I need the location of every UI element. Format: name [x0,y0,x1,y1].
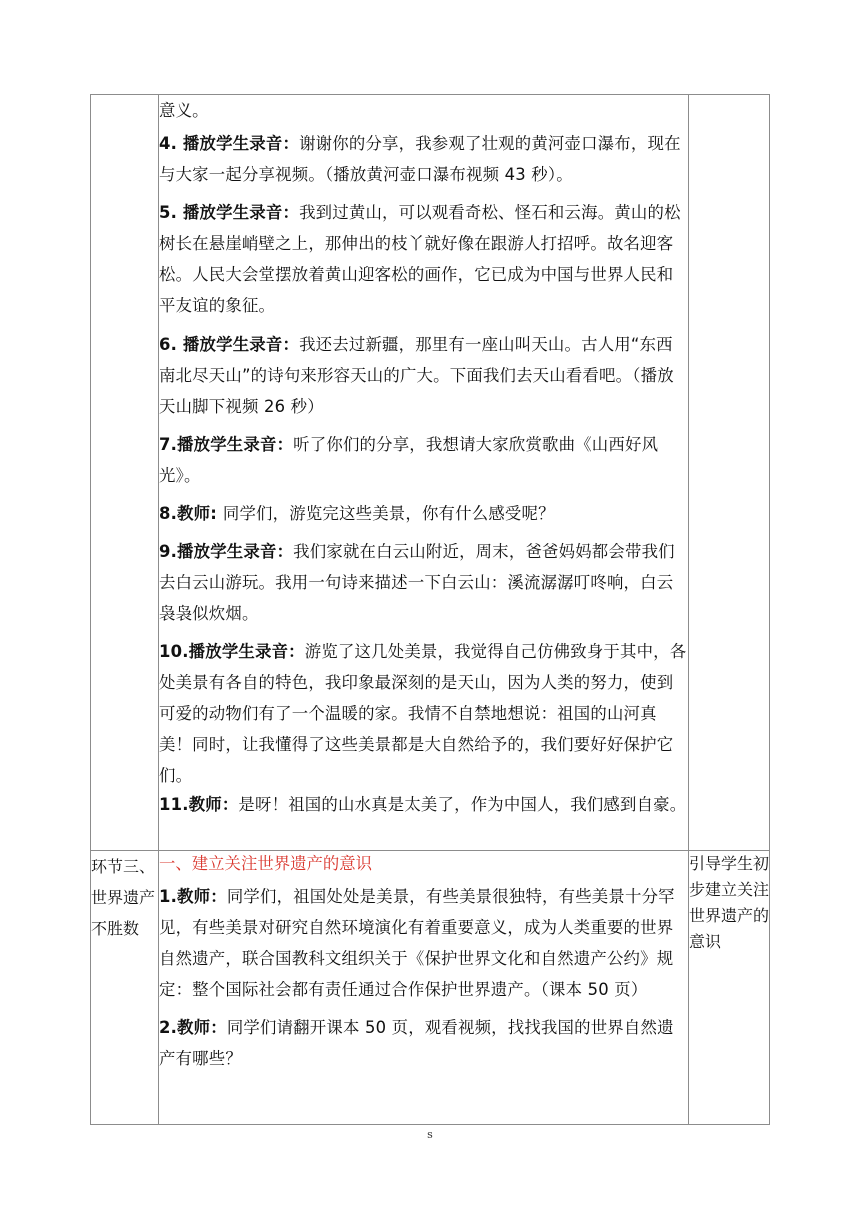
paragraph: 9.播放学生录音：我们家就在白云山附近，周末，爸爸妈妈都会带我们去白云山游玩。我用一句诗来描述一下白云山：溪流潺潺叮咚响，白云袅袅似炊烟。 [159,542,675,623]
activity-cell [159,95,689,851]
speaker-label: 7.播放学生录音： [159,435,294,454]
paragraph: 4. 播放学生录音：谢谢你的分享，我参观了壮观的黄河壶口瀑布，现在与大家一起分享视频。（播放黄河壶口瀑布视频 43 秒）。 [159,134,681,184]
speaker-label: 1.教师： [159,887,227,906]
speaker-label: 5. 播放学生录音： [159,203,300,222]
page-footer-mark: s [427,1128,433,1141]
speaker-label: 9.播放学生录音： [159,542,294,561]
paragraph: 2.教师：同学们请翻开课本 50 页，观看视频，找找我国的世界自然遗产有哪些？ [159,1018,674,1068]
activity-cell [159,851,689,1125]
section-cell-empty [91,95,159,851]
speaker-label: 6. 播放学生录音： [159,335,300,354]
paragraph: 1.教师：同学们，祖国处处是美景，有些美景很独特，有些美景十分罕见，有些美景对研究自然环境演化有着重要意义，成为人类重要的世界自然遗产，联合国教科文组织关于《保护世界文化和自然遗产公约》规定：整个国际社会都有责任通过合作保护世界遗产。（课本 50 页） [159,887,675,999]
table-row [91,95,770,851]
speaker-label: 10.播放学生录音： [159,642,305,661]
design-intent: 引导学生初步建立关注世界遗产的意识 [689,851,770,1125]
paragraph: 5. 播放学生录音：我到过黄山，可以观看奇松、怪石和云海。黄山的松树长在悬崖峭壁之上，那伸出的枝丫就好像在跟游人打招呼。故名迎客松。人民大会堂摆放着黄山迎客松的画作，它已成为中国与世界人民和平友谊的象征。 [159,203,681,315]
paragraph: 10.播放学生录音：游览了这几处美景，我觉得自己仿佛致身于其中，各处美景有各自的特色，我印象最深刻的是天山，因为人类的努力，使到可爱的动物们有了一个温暖的家。我情不自禁地想说：祖国的山河真美！同时，让我懂得了这些美景都是大自然给予的，我们要好好保护它们。 [159,642,687,785]
section-label: 环节三、世界遗产不胜数 [91,851,159,1125]
table-row [91,851,770,1125]
lesson-plan-table [90,94,770,1125]
notes-cell-empty [689,95,770,851]
paragraph: 意义。 [159,101,209,120]
paragraph: 6. 播放学生录音：我还去过新疆，那里有一座山叫天山。古人用“东西南北尽天山”的诗句来形容天山的广大。下面我们去天山看看吧。（播放天山脚下视频 26 秒） [159,335,674,416]
speaker-label: 11.教师： [159,795,239,814]
speaker-label: 2.教师： [159,1018,227,1037]
speaker-label: 8.教师: [159,504,223,523]
section-heading: 一、建立关注世界遗产的意识 [159,854,373,873]
paragraph: 11.教师：是呀！祖国的山水真是太美了，作为中国人，我们感到自豪。 [159,795,687,814]
paragraph: 7.播放学生录音：听了你们的分享，我想请大家欣赏歌曲《山西好风光》。 [159,435,659,485]
paragraph: 8.教师: 同学们，游览完这些美景，你有什么感受呢？ [159,504,555,523]
speaker-label: 4. 播放学生录音： [159,134,300,153]
